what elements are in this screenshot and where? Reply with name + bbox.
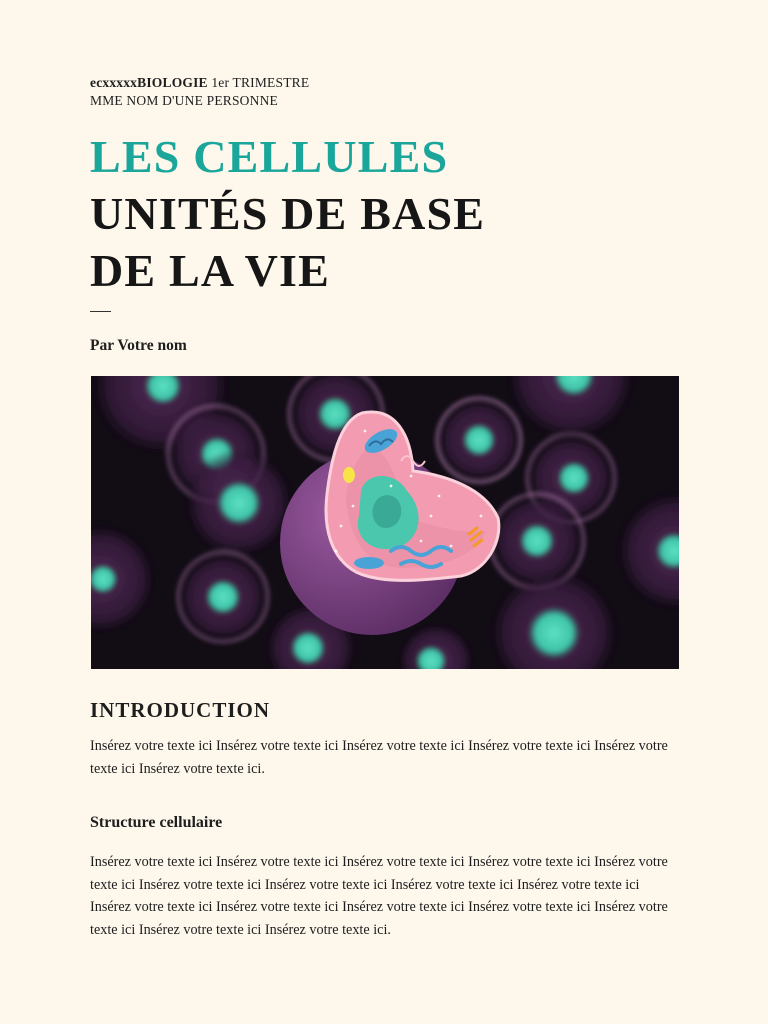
course-term: 1er TRIMESTRE — [211, 75, 310, 90]
document-title — [90, 128, 485, 299]
cell-illustration — [91, 376, 679, 669]
title-divider — [90, 311, 111, 312]
teacher-name: MME NOM D'UNE PERSONNE — [90, 93, 278, 108]
author-byline: Par Votre nom — [90, 337, 187, 354]
structure-text: Insérez votre texte ici Insérez votre texte ici Insérez votre texte ici Insérez votre texte ici Insérez votre texte ici Insérez votre texte ici Insérez votre texte ici Insérez votre texte ici Insérez votre texte ici Insérez votre texte ici Insérez votre texte ici Insérez votre texte ici Insérez votre texte ici Insérez votre texte ici Insérez votre texte ici Insérez votre texte ici. — [90, 854, 668, 938]
title-line-3: DE LA VIE — [90, 245, 331, 296]
course-code: ecxxxxx — [90, 75, 138, 90]
course-header — [90, 74, 309, 110]
course-line — [90, 74, 309, 92]
structure-heading: Structure cellulaire — [90, 814, 223, 831]
title-line-2: UNITÉS DE BASE — [90, 188, 486, 239]
title-line-1: LES CELLULES — [90, 131, 449, 182]
introduction-heading: INTRODUCTION — [90, 698, 271, 722]
introduction-text: Insérez votre texte ici Insérez votre texte ici Insérez votre texte ici Insérez votre texte ici Insérez votre texte ici Insérez votre texte ici. — [90, 738, 668, 777]
course-subject: BIOLOGIE — [137, 75, 208, 90]
